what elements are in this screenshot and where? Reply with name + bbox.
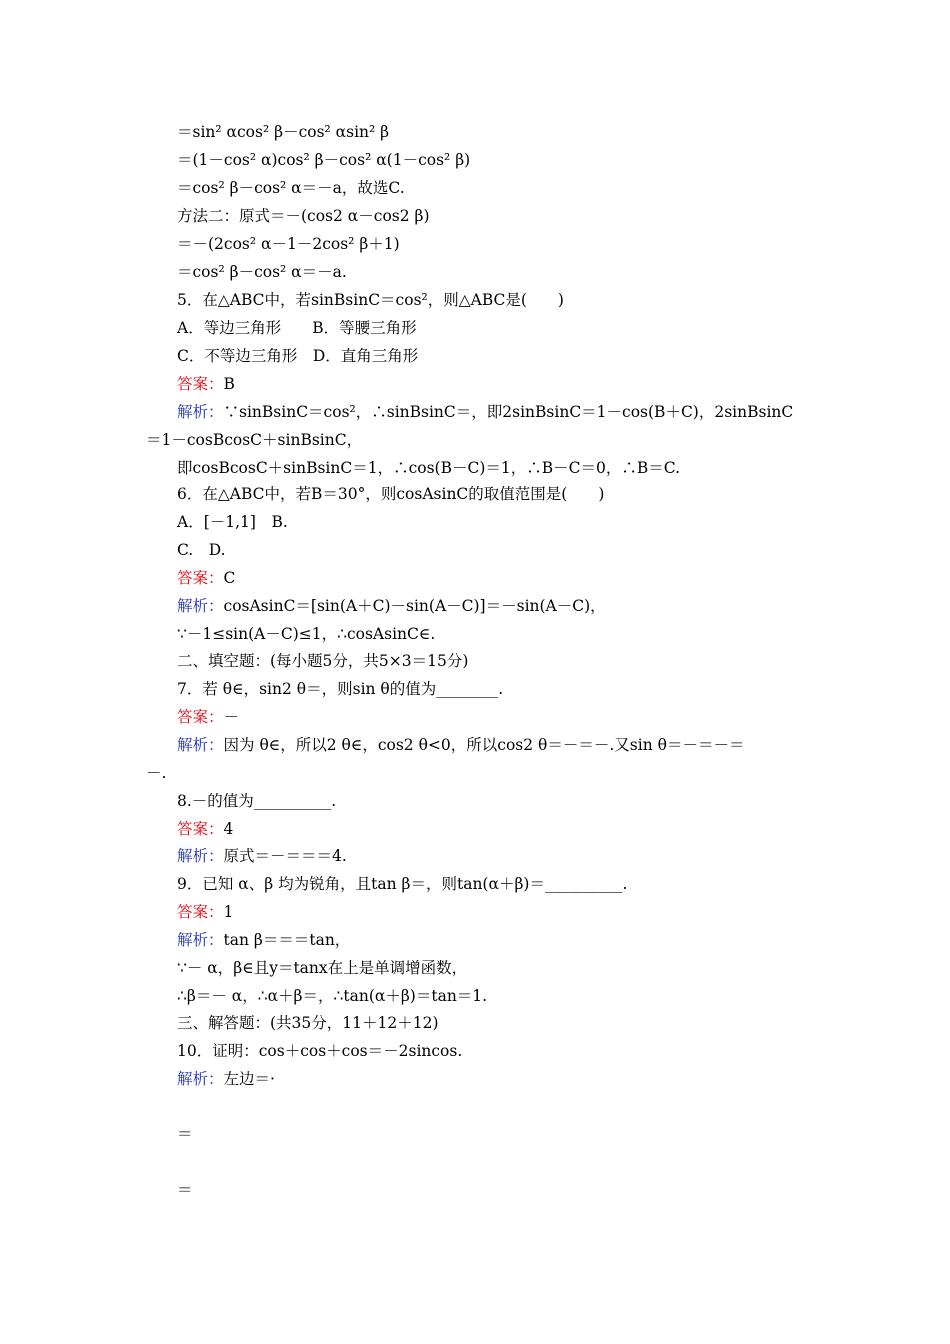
question-9: 9．已知 α、β 均为锐角，且tan β＝，则tan(α＋β)＝__________.: [177, 875, 628, 893]
derivation-line: ＝(1－cos² α)cos² β－cos² α(1－cos² β): [177, 151, 471, 169]
answer-label: 答案：: [177, 569, 224, 587]
question-5: 5．在△ABC中，若sinBsinC＝cos²，则△ABC是( ): [177, 291, 564, 309]
question-5-options-ab: A．等边三角形 B．等腰三角形: [177, 319, 417, 337]
analysis-line: ＝1－cosBcosC＋sinBsinC，: [146, 431, 363, 449]
question-8-analysis: [177, 846, 347, 866]
question-6-answer: [177, 568, 235, 588]
analysis-label: 解析：: [177, 736, 224, 754]
section-heading-solutions: 三、解答题：(共35分，11＋12＋12): [177, 1014, 439, 1032]
derivation-line: ＝－(2cos² α－1－2cos² β＋1): [177, 235, 400, 253]
analysis-label: 解析：: [177, 403, 224, 421]
analysis-text: 左边＝·: [223, 1070, 275, 1088]
question-6-options-cd: C. D.: [177, 541, 226, 559]
question-10: 10．证明：cos＋cos＋cos＝－2sincos.: [177, 1042, 463, 1060]
analysis-line: ∵－1≤sin(A－C)≤1，∴cosAsinC∈.: [177, 625, 436, 643]
analysis-text: 原式＝－＝＝＝4.: [223, 847, 347, 865]
derivation-line: 方法二：原式＝－(cos2 α－cos2 β): [177, 207, 430, 225]
question-6-analysis: [177, 596, 606, 616]
question-6: 6．在△ABC中，若B＝30°，则cosAsinC的取值范围是( ): [177, 485, 605, 503]
question-5-analysis: [177, 402, 793, 422]
answer-label: 答案：: [177, 903, 224, 921]
analysis-text: 因为 θ∈，所以2 θ∈，cos2 θ<0，所以cos2 θ＝－＝－.又sin θ＝－＝－＝: [223, 736, 745, 754]
question-9-analysis: [177, 930, 350, 950]
answer-label: 答案：: [177, 375, 224, 393]
answer-value: B: [223, 375, 235, 393]
question-10-analysis: [177, 1069, 275, 1089]
question-7-analysis: [177, 735, 744, 755]
analysis-text: cosAsinC＝[sin(A＋C)－sin(A－C)]＝－sin(A－C)，: [223, 597, 606, 615]
answer-value: 4: [223, 820, 234, 838]
question-8: 8.－的值为__________.: [177, 792, 337, 810]
answer-value: 1: [223, 903, 234, 921]
question-9-answer: [177, 902, 233, 922]
question-7: 7．若 θ∈，sin2 θ＝，则sin θ的值为________.: [177, 680, 504, 698]
answer-value: －: [223, 708, 240, 726]
analysis-line: 即cosBcosC＋sinBsinC＝1，∴cos(B－C)＝1，∴B－C＝0，∴B＝C.: [177, 459, 680, 477]
analysis-label: 解析：: [177, 931, 224, 949]
equation-step: ＝: [177, 1125, 193, 1143]
analysis-line: ∵－ α，β∈且y＝tanx在上是单调增函数，: [177, 959, 468, 977]
analysis-line: ∴β＝－ α，∴α＋β＝，∴tan(α＋β)＝tan＝1.: [177, 987, 488, 1005]
question-5-answer: [177, 374, 235, 394]
section-heading-fill-in: 二、填空题：(每小题5分，共5×3＝15分): [177, 652, 469, 670]
question-5-options-cd: C．不等边三角形 D．直角三角形: [177, 347, 419, 365]
question-8-answer: [177, 819, 233, 839]
question-6-options-ab: A．[－1,1] B.: [177, 513, 288, 531]
analysis-line: －.: [146, 764, 167, 782]
analysis-text: ∵sinBsinC＝cos²，∴sinBsinC＝，即2sinBsinC＝1－cos(B＋C)，2sinBsinC: [223, 403, 794, 421]
analysis-label: 解析：: [177, 597, 224, 615]
answer-value: C: [223, 569, 236, 587]
answer-label: 答案：: [177, 708, 224, 726]
question-7-answer: [177, 707, 239, 727]
answer-label: 答案：: [177, 820, 224, 838]
analysis-text: tan β＝＝＝tan，: [223, 931, 351, 949]
derivation-line: ＝sin² αcos² β－cos² αsin² β: [177, 123, 390, 141]
analysis-label: 解析：: [177, 847, 224, 865]
derivation-line: ＝cos² β－cos² α＝－a.: [177, 263, 347, 281]
analysis-label: 解析：: [177, 1070, 224, 1088]
equation-step: ＝: [177, 1181, 193, 1199]
derivation-line: ＝cos² β－cos² α＝－a，故选C.: [177, 179, 405, 197]
